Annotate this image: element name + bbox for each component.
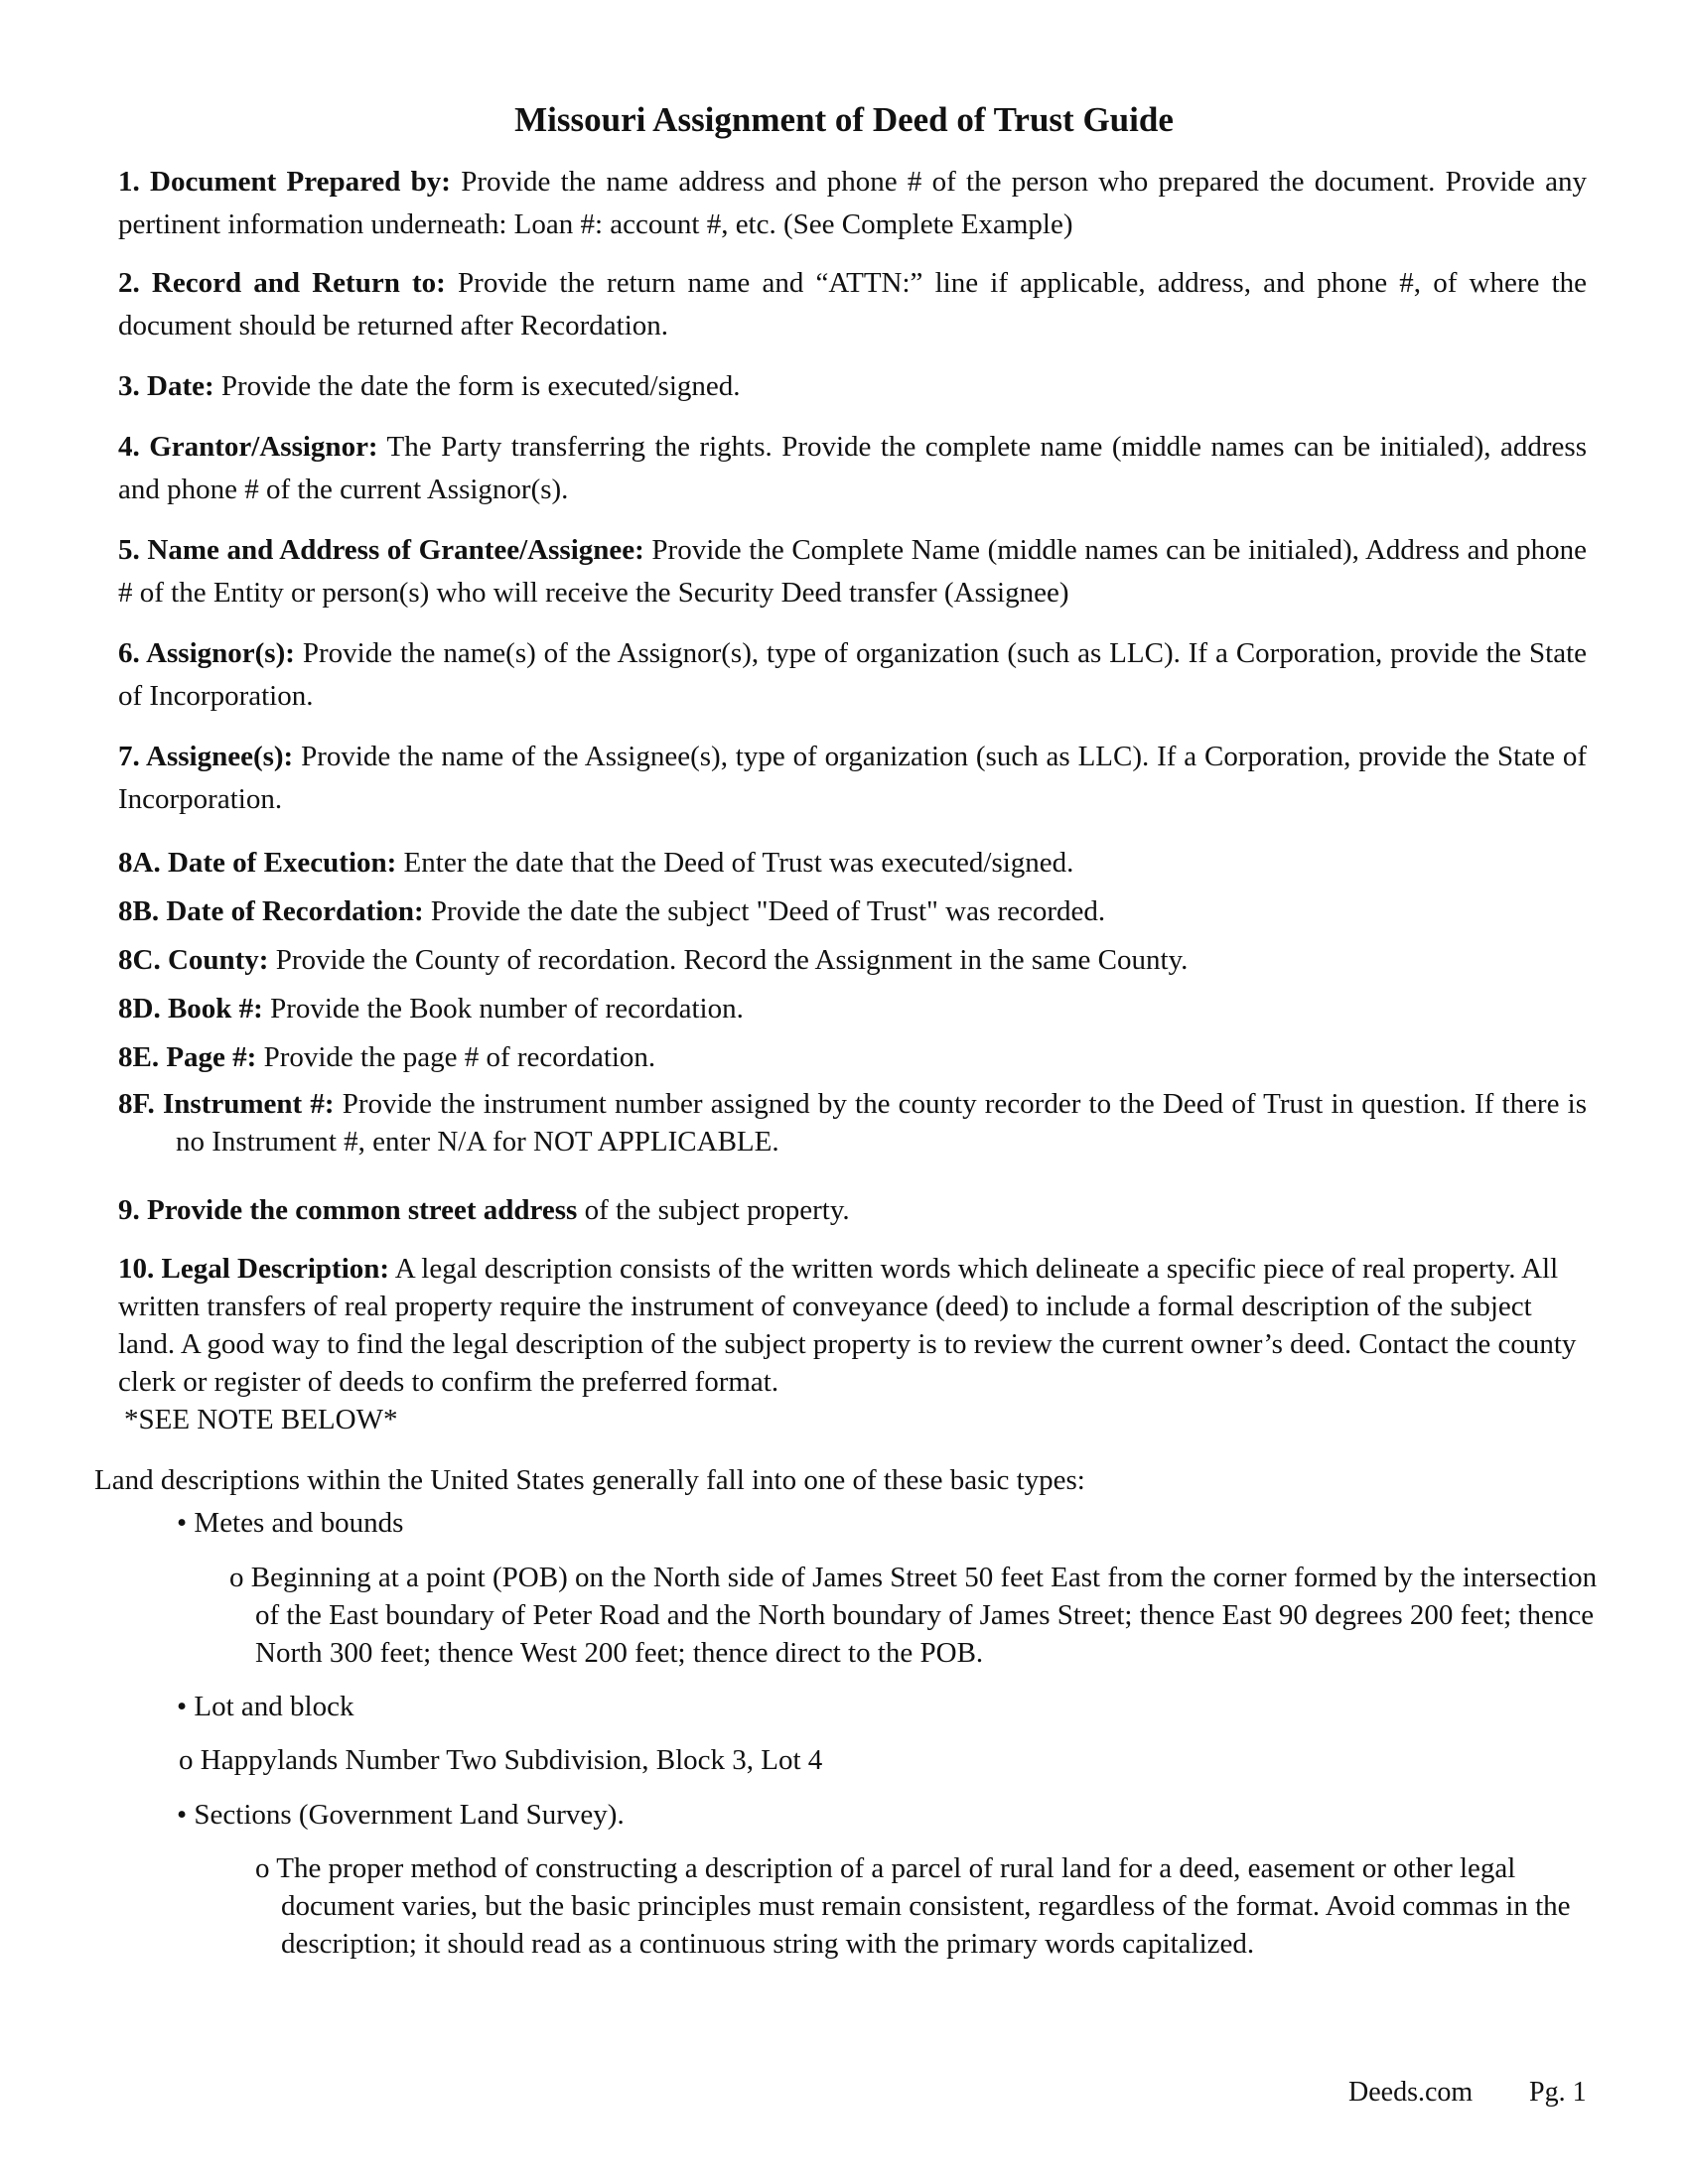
- item-document-prepared-by: [118, 161, 1587, 246]
- item-page-number: [118, 1036, 1587, 1079]
- item-instrument-number: [118, 1085, 1587, 1160]
- item-text: Provide the instrument number assigned by the county recorder to the Deed of Trust in question. If there is no Instrument #, enter N/A for NOT APPLICABLE.: [176, 1088, 1588, 1158]
- item-text: Provide the page # of recordation.: [256, 1041, 656, 1073]
- item-label: 8E. Page #:: [118, 1041, 257, 1073]
- land-type-sections: • Sections (Government Land Survey).: [177, 1799, 625, 1831]
- item-label: 8B. Date of Recordation:: [118, 895, 424, 927]
- land-descriptions-intro: Land descriptions within the United States generally fall into one of these basic types:: [94, 1464, 1085, 1496]
- item-label: 8D. Book #:: [118, 993, 263, 1024]
- item-book-number: [118, 988, 1587, 1030]
- item-text: of the subject property.: [577, 1194, 850, 1226]
- item-grantee-assignee: [118, 529, 1587, 614]
- item-label: 2. Record and Return to:: [118, 267, 446, 299]
- item-text: Provide the date the subject "Deed of Trust" was recorded.: [423, 895, 1106, 927]
- item-label: 8C. County:: [118, 944, 269, 976]
- item-legal-description: [118, 1250, 1587, 1438]
- item-label: 6. Assignor(s):: [118, 637, 295, 669]
- item-label: 8A. Date of Execution:: [118, 847, 397, 879]
- item-label: 10. Legal Description:: [118, 1253, 390, 1285]
- see-note-below: *SEE NOTE BELOW*: [124, 1404, 398, 1435]
- item-record-and-return: [118, 262, 1587, 347]
- item-assignees: [118, 736, 1587, 821]
- page-title: Missouri Assignment of Deed of Trust Guide: [514, 100, 1174, 139]
- item-label: 3. Date:: [118, 370, 214, 402]
- item-label: 5. Name and Address of Grantee/Assignee:: [118, 534, 644, 566]
- item-text: Provide the name of the Assignee(s), type of organization (such as LLC). If a Corporation, provide the State of Incorporation.: [118, 741, 1587, 815]
- land-type-example-lot-and-block: o Happylands Number Two Subdivision, Block 3, Lot 4: [179, 1744, 823, 1776]
- land-type-metes-and-bounds: • Metes and bounds: [177, 1507, 404, 1539]
- item-text: The Party transferring the rights. Provide the complete name (middle names can be initialed), address and phone # of the current Assignor(s).: [118, 431, 1587, 505]
- item-text: Provide the date the form is executed/signed.: [213, 370, 741, 402]
- item-text: Provide the name(s) of the Assignor(s), type of organization (such as LLC). If a Corporation, provide the State of Incorporation.: [118, 637, 1588, 712]
- item-text: A legal description consists of the written words which delineate a specific piece of real property. All written transfers of real property require the instrument of conveyance (deed) to include a formal description of the subject land. A good way to find the legal description of the subject property is to review the current owner’s deed. Contact the county clerk or register of deeds to confirm the preferred format.: [118, 1253, 1577, 1398]
- item-text: Provide the County of recordation. Record the Assignment in the same County.: [268, 944, 1189, 976]
- land-type-example-metes-and-bounds: o Beginning at a point (POB) on the North side of James Street 50 feet East from the corner formed by the intersection of the East boundary of Peter Road and the North boundary of James Street; thence East 90 degrees 200 feet; thence North 300 feet; thence West 200 feet; thence direct to the POB.: [229, 1562, 1598, 1669]
- item-date-of-recordation: [118, 890, 1587, 933]
- item-text: Provide the return name and “ATTN:” line if applicable, address, and phone #, of where the document should be returned after Recordation.: [118, 267, 1587, 341]
- item-label: 7. Assignee(s):: [118, 741, 294, 772]
- item-label: 4. Grantor/Assignor:: [118, 431, 378, 463]
- item-label: 1. Document Prepared by:: [118, 166, 451, 198]
- item-county: [118, 939, 1587, 982]
- item-date-of-execution: [118, 842, 1587, 885]
- item-text: Provide the Book number of recordation.: [262, 993, 744, 1024]
- footer-site: Deeds.com: [1348, 2077, 1474, 2108]
- item-street-address: [118, 1189, 1587, 1232]
- item-grantor-assignor: [118, 426, 1587, 511]
- item-label: 8F. Instrument #:: [118, 1088, 335, 1120]
- land-type-lot-and-block: • Lot and block: [177, 1691, 354, 1722]
- footer-page-number: Pg. 1: [1529, 2077, 1587, 2108]
- item-date: [118, 365, 1587, 408]
- item-assignors: [118, 632, 1587, 718]
- item-text: Provide the Complete Name (middle names can be initialed), Address and phone # of the Entity or person(s) who will receive the Security Deed transfer (Assignee): [118, 534, 1588, 609]
- item-label: 9. Provide the common street address: [118, 1194, 578, 1226]
- land-type-example-sections: o The proper method of constructing a description of a parcel of rural land for a deed, easement or other legal document varies, but the basic principles must remain consistent, regardless of the format. Avoid commas in the description; it should read as a continuous string with the primary words capitalized.: [255, 1852, 1571, 1960]
- item-text: Provide the name address and phone # of the person who prepared the document. Provide any pertinent information underneath: Loan #: account #, etc. (See Complete Example): [118, 166, 1587, 240]
- item-text: Enter the date that the Deed of Trust was executed/signed.: [396, 847, 1074, 879]
